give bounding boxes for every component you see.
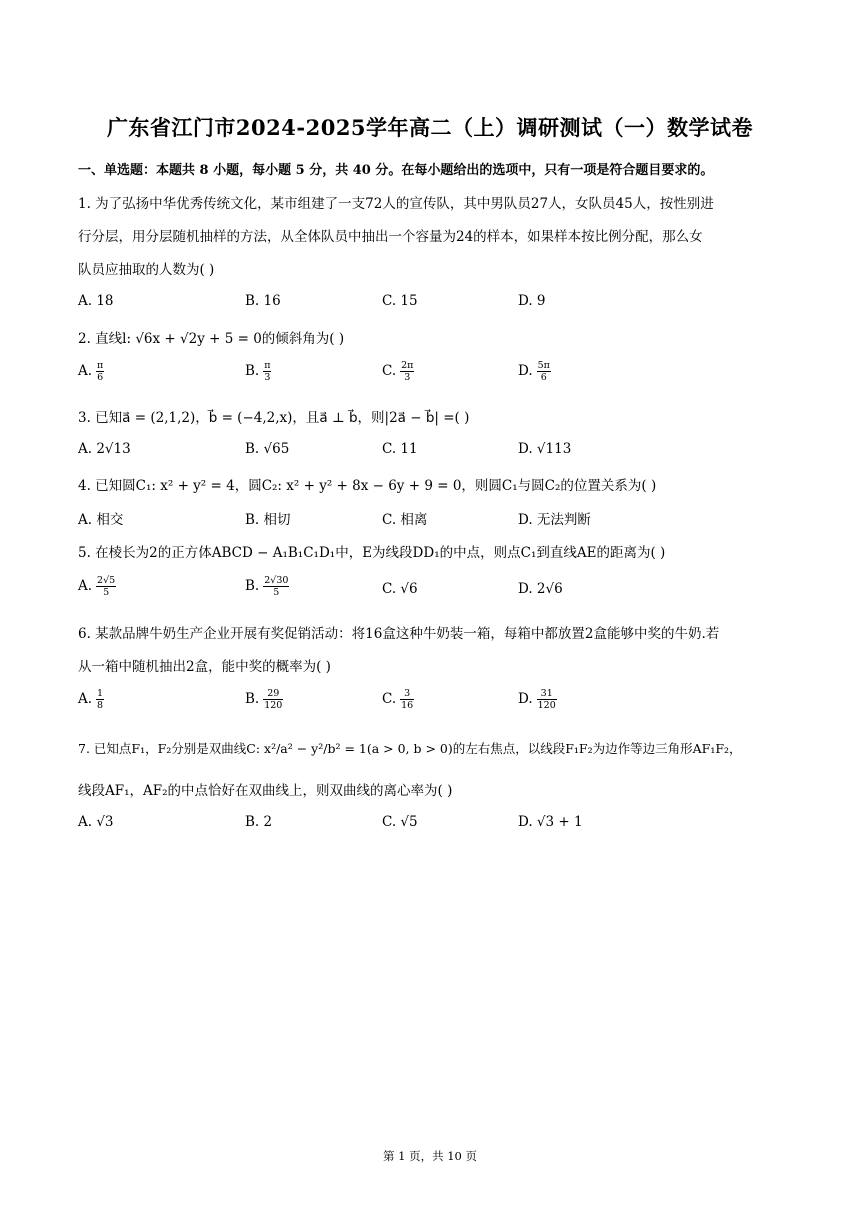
question-4-option-c: C. 相离 [382, 512, 428, 528]
question-2-line-1: 2. 直线l: √6x + √2y + 5 = 0的倾斜角为( ) [78, 331, 345, 347]
fraction-denominator: 120 [537, 700, 556, 711]
fraction-numerator: 31 [537, 688, 557, 700]
fraction-denominator: 5 [103, 587, 110, 598]
option-letter: D. [518, 691, 533, 707]
question-5-option-b [245, 575, 289, 598]
question-3-option-c: C. 11 [382, 441, 418, 457]
page-footer: 第 1 页，共 10 页 [382, 1149, 478, 1163]
fraction-denominator: 5 [273, 587, 280, 598]
option-letter: A. [78, 578, 93, 594]
option-letter: B. [245, 578, 260, 594]
question-4-option-d: D. 无法判断 [518, 512, 591, 528]
fraction-numerator: 2π [401, 360, 414, 371]
fraction [400, 688, 414, 711]
question-6-option-d [518, 688, 557, 711]
question-2-option-d [518, 360, 551, 383]
fraction [400, 360, 414, 383]
fraction [96, 688, 104, 711]
option-letter: C. [382, 691, 397, 707]
fraction [263, 688, 283, 711]
question-6-line-1: 6. 某款品牌牛奶生产企业开展有奖促销活动：将16盒这种牛奶装一箱，每箱中都放置2盒能够中奖的牛奶.若 [78, 626, 720, 642]
fraction-numerator: 2√5 [97, 575, 116, 586]
fraction-numerator: 1 [97, 688, 104, 699]
question-6-line-2: 从一箱中随机抽出2盒，能中奖的概率为( ) [78, 659, 331, 675]
question-1-option-b: B. 16 [245, 293, 281, 309]
question-1-option-c: C. 15 [382, 293, 418, 309]
fraction [96, 575, 116, 598]
question-3-option-b: B. √65 [245, 441, 290, 457]
fraction-numerator: π [264, 360, 271, 371]
fraction [537, 688, 557, 711]
question-2-option-b [245, 360, 271, 383]
fraction [263, 575, 289, 598]
question-7-line-2: 线段AF₁，AF₂的中点恰好在双曲线上，则双曲线的离心率为( ) [78, 783, 453, 799]
question-7-line-1: 7. 已知点F₁，F₂分别是双曲线C: x²/a² − y²/b² = 1(a > 0, b > 0)的左右焦点，以线段F₁F₂为边作等边三角形AF₁F₂， [78, 741, 742, 756]
question-5-option-c: C. √6 [382, 581, 418, 597]
fraction-numerator: 29 [263, 688, 283, 700]
question-6-option-a [78, 688, 104, 711]
question-6-option-c [382, 688, 414, 711]
question-7-option-b: B. 2 [245, 814, 273, 830]
question-1-option-d: D. 9 [518, 293, 546, 309]
question-1-line-3: 队员应抽取的人数为( ) [78, 262, 215, 278]
fraction [263, 360, 271, 383]
question-4-option-a: A. 相交 [78, 512, 124, 528]
fraction-numerator: π [97, 360, 104, 371]
option-letter: B. [245, 363, 260, 379]
fraction-numerator: 2√30 [264, 575, 289, 586]
question-5-line-1: 5. 在棱长为2的正方体ABCD − A₁B₁C₁D₁中，E为线段DD₁的中点，则点C₁到直线AE的距离为( ) [78, 545, 666, 561]
option-letter: A. [78, 691, 93, 707]
option-letter: B. [245, 691, 260, 707]
question-1-line-2: 行分层，用分层随机抽样的方法，从全体队员中抽出一个容量为24的样本，如果样本按比例分配，那么女 [78, 229, 703, 245]
option-letter: A. [78, 363, 93, 379]
fraction-denominator: 6 [97, 372, 104, 383]
fraction-denominator: 3 [264, 372, 271, 383]
question-3-line-1: 3. 已知a⃗ = (2,1,2)，b⃗ = (−4,2,x)，且a⃗ ⊥ b⃗，则|2a⃗ − b⃗| =( ) [78, 410, 470, 426]
question-3-option-d: D. √113 [518, 441, 572, 457]
question-4-option-b: B. 相切 [245, 512, 291, 528]
question-5-option-a [78, 575, 116, 598]
fraction-numerator: 5π [537, 360, 550, 371]
question-5-option-d: D. 2√6 [518, 581, 563, 597]
fraction [96, 360, 104, 383]
question-7-option-d: D. √3 + 1 [518, 814, 583, 830]
question-1-option-a: A. 18 [78, 293, 114, 309]
option-letter: C. [382, 363, 397, 379]
question-2-option-a [78, 360, 104, 383]
fraction-denominator: 16 [401, 700, 414, 711]
section-header: 一、单选题：本题共 8 小题，每小题 5 分，共 40 分。在每小题给出的选项中，只有一项是符合题目要求的。 [78, 163, 714, 178]
fraction-denominator: 8 [97, 700, 104, 711]
question-3-option-a: A. 2√13 [78, 441, 131, 457]
question-7-option-c: C. √5 [382, 814, 418, 830]
question-6-option-b [245, 688, 283, 711]
fraction-denominator: 6 [540, 372, 547, 383]
page-title: 广东省江门市2024-2025学年高二（上）调研测试（一）数学试卷 [106, 115, 754, 140]
fraction-numerator: 3 [400, 688, 414, 700]
question-7-option-a: A. √3 [78, 814, 114, 830]
fraction-denominator: 3 [404, 372, 411, 383]
question-2-option-c [382, 360, 414, 383]
question-1-line-1: 1. 为了弘扬中华优秀传统文化，某市组建了一支72人的宣传队，其中男队员27人，女队员45人，按性别进 [78, 196, 714, 212]
fraction-denominator: 120 [264, 700, 283, 711]
fraction [537, 360, 551, 383]
option-letter: D. [518, 363, 533, 379]
question-4-line-1: 4. 已知圆C₁: x² + y² = 4，圆C₂: x² + y² + 8x − 6y + 9 = 0，则圆C₁与圆C₂的位置关系为( ) [78, 478, 657, 494]
